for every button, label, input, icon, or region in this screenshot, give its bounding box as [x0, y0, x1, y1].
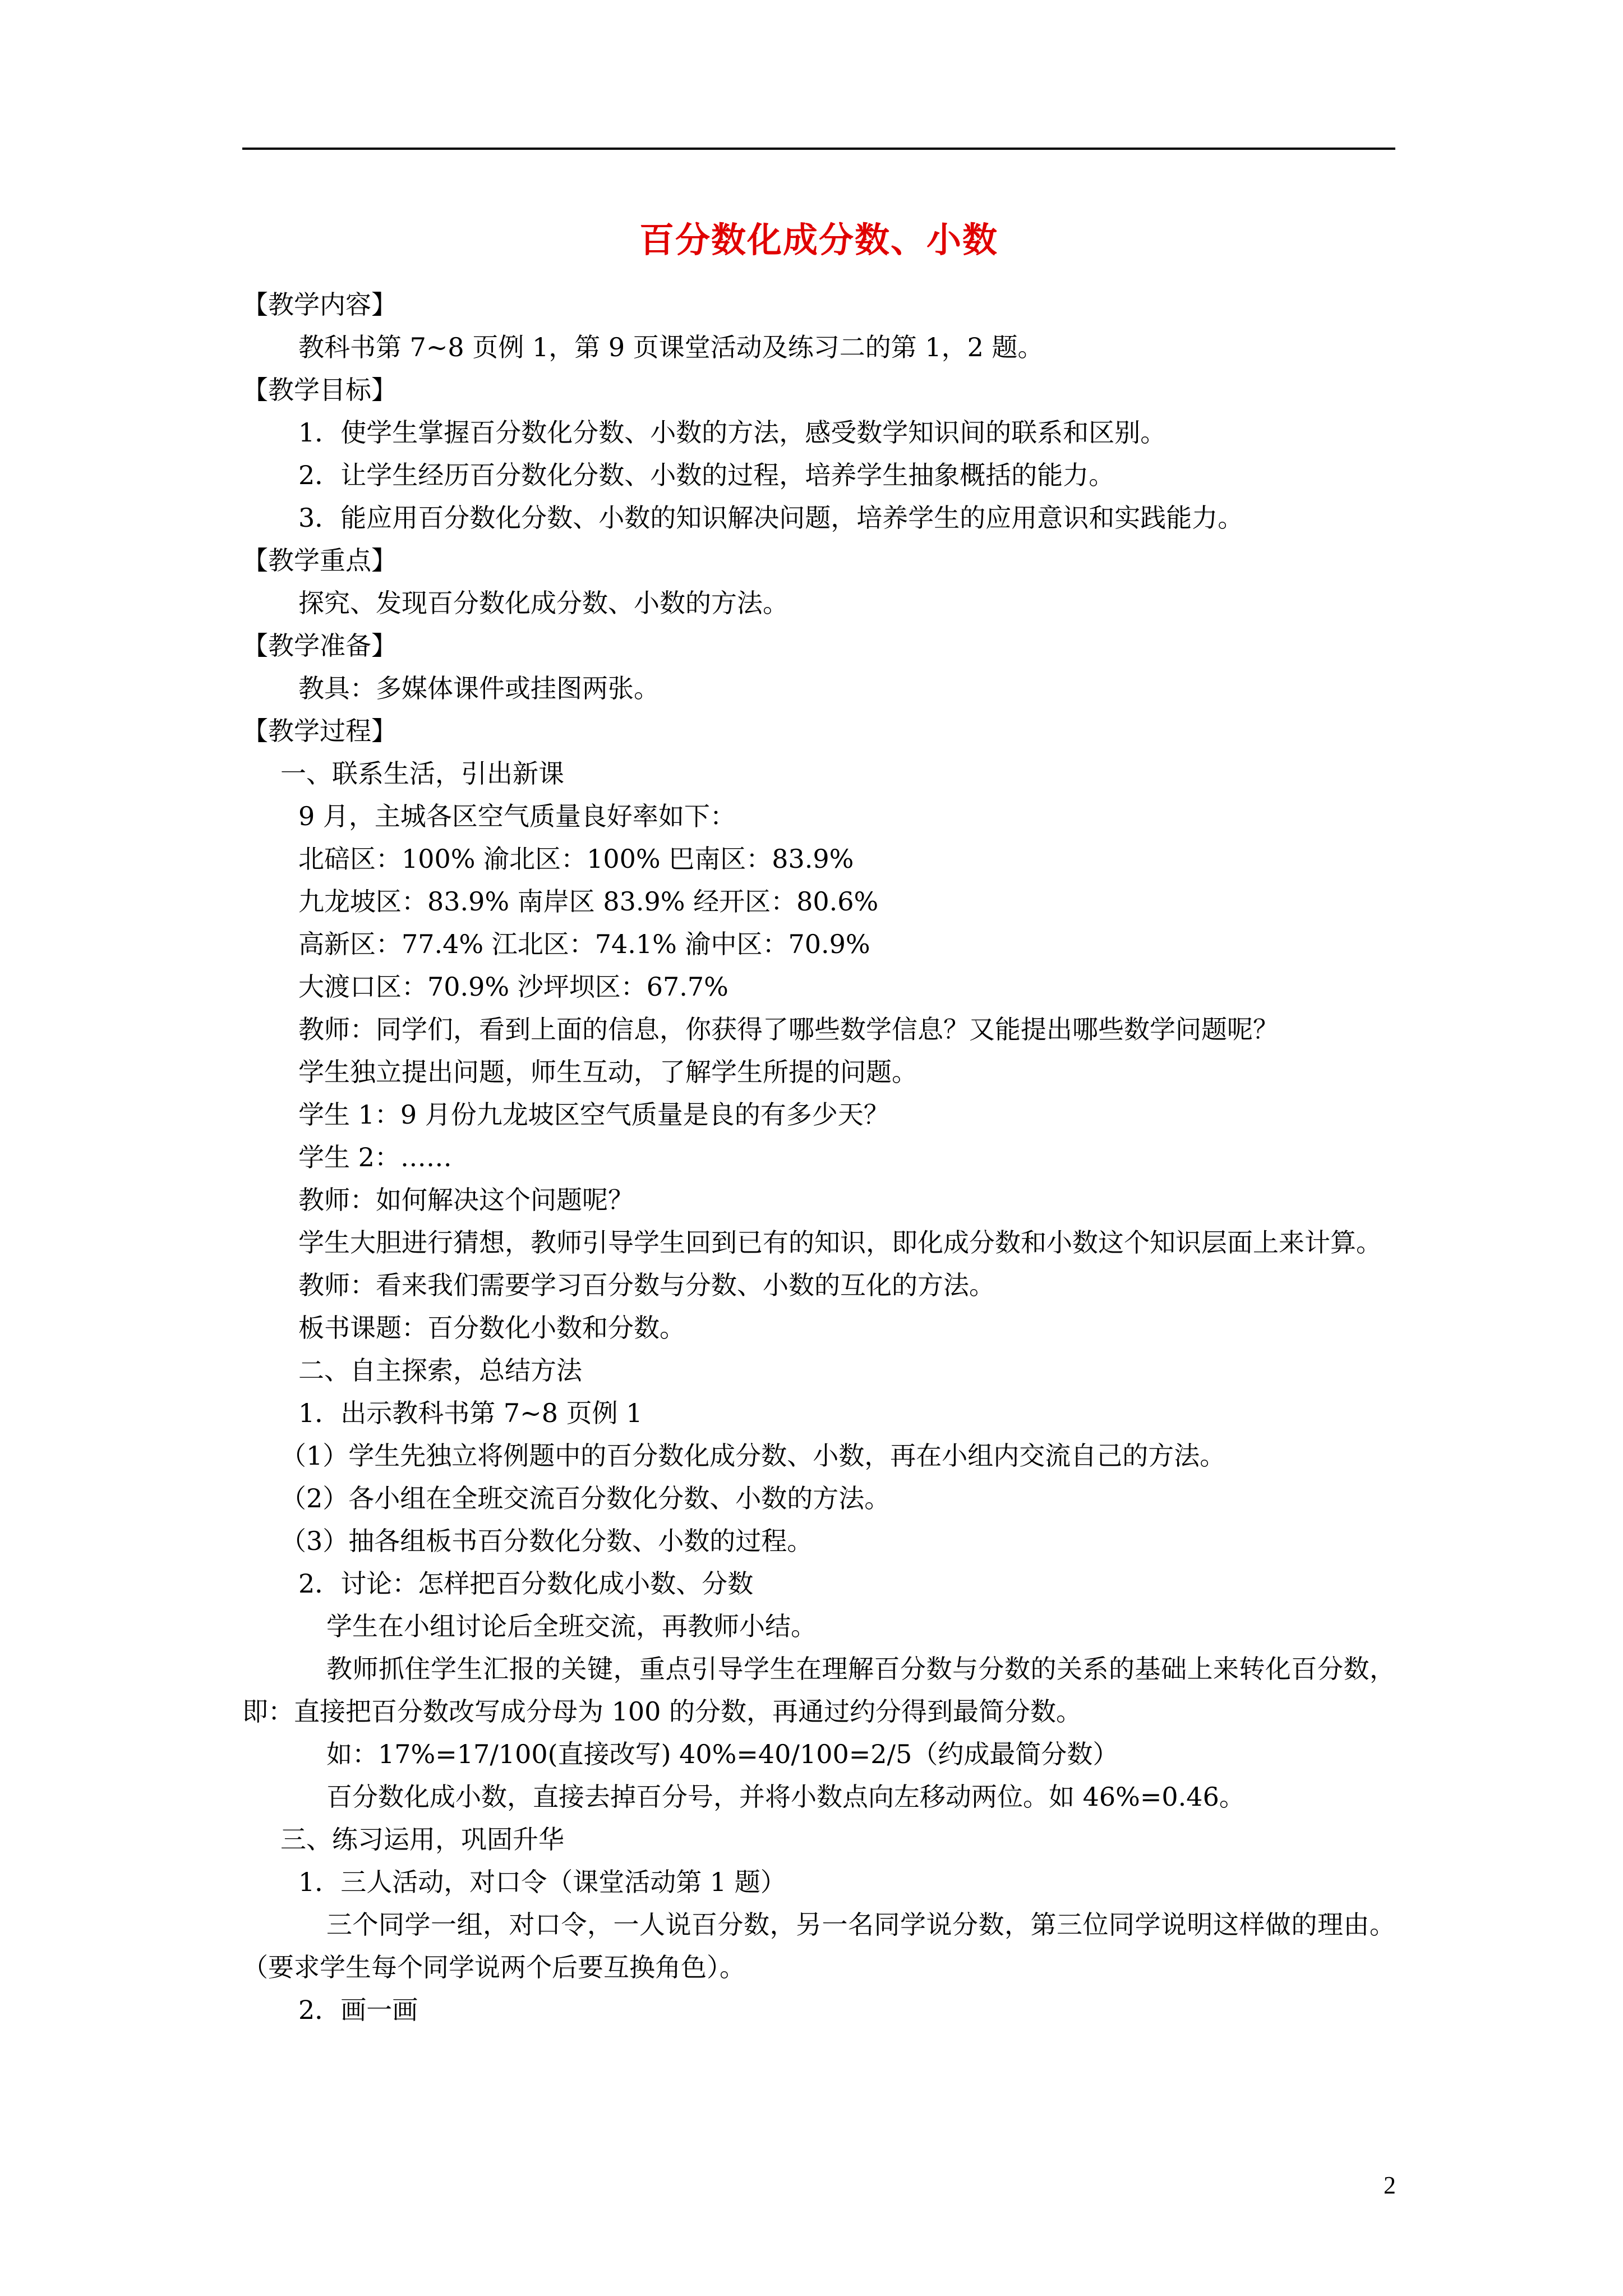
page-title: 百分数化成分数、小数 [639, 219, 998, 260]
step-item: 2．讨论：怎样把百分数化成小数、分数 [298, 1568, 754, 1599]
content-heading: 【教学内容】 [242, 289, 397, 320]
paragraph: 教师抓住学生汇报的关键，重点引导学生在理解百分数与分数的关系的基础上来转化百分数，即：直接把百分数改写成分母为 100 的分数，再通过约分得到最简分数。 [242, 1654, 1395, 1727]
paragraph: 三个同学一组，对口令，一人说百分数，另一名同学说分数，第三位同学说明这样做的理由。（要求学生每个同学说两个后要互换角色）。 [242, 1910, 1395, 1982]
header-rule [242, 148, 1395, 150]
step-item: 1．三人活动，对口令（课堂活动第 1 题） [298, 1867, 786, 1897]
sub-step-item: （3）抽各组板书百分数化分数、小数的过程。 [280, 1526, 813, 1556]
goal-item: 3．能应用百分数化分数、小数的知识解决问题，培养学生的应用意识和实践能力。 [298, 503, 1244, 533]
prep-text: 教具：多媒体课件或挂图两张。 [298, 673, 660, 703]
goal-item: 2．让学生经历百分数化分数、小数的过程，培养学生抽象概括的能力。 [298, 460, 1115, 490]
dialogue-line: 教师：同学们，看到上面的信息，你获得了哪些数学信息？又能提出哪些数学问题呢？ [298, 1014, 1279, 1045]
document-body [242, 283, 1395, 2031]
dialogue-line: 教师：看来我们需要学习百分数与分数、小数的互化的方法。 [298, 1270, 995, 1300]
dialogue-line: 学生独立提出问题，师生互动，了解学生所提的问题。 [298, 1057, 917, 1087]
goals-heading: 【教学目标】 [242, 375, 397, 405]
paragraph: 学生在小组讨论后全班交流，再教师小结。 [326, 1611, 817, 1641]
dialogue-line: 学生 2：…… [298, 1142, 452, 1172]
dialogue-line: 学生 1：9 月份九龙坡区空气质量是良的有多少天？ [298, 1099, 889, 1130]
paragraph: 学生大胆进行猜想，教师引导学生回到已有的知识，即化成分数和小数这个知识层面上来计算。 [298, 1227, 1382, 1258]
focus-heading: 【教学重点】 [242, 545, 397, 576]
air-quality-row: 大渡口区：70.9% 沙坪坝区：67.7% [298, 972, 728, 1002]
sub-step-item: （1）学生先独立将例题中的百分数化成分数、小数，再在小组内交流自己的方法。 [280, 1441, 1226, 1471]
paragraph: 百分数化成小数，直接去掉百分号，并将小数点向左移动两位。如 46%=0.46。 [326, 1782, 1245, 1812]
air-quality-row: 北碚区：100% 渝北区：100% 巴南区：83.9% [298, 844, 854, 874]
part-title: 一、联系生活，引出新课 [280, 758, 564, 789]
process-heading: 【教学过程】 [242, 716, 397, 746]
step-item: 2．画一画 [298, 1995, 418, 2025]
part-title: 三、练习运用，巩固升华 [280, 1824, 564, 1855]
air-quality-row: 九龙坡区：83.9% 南岸区 83.9% 经开区：80.6% [298, 886, 879, 917]
step-item: 1．出示教科书第 7~8 页例 1 [298, 1398, 643, 1428]
part-title: 二、自主探索，总结方法 [298, 1355, 582, 1386]
example-line: 如：17%=17/100(直接改写) 40%=40/100=2/5（约成最简分数） [326, 1739, 1119, 1769]
dialogue-line: 板书课题：百分数化小数和分数。 [298, 1313, 685, 1343]
goal-item: 1．使学生掌握百分数化分数、小数的方法，感受数学知识间的联系和区别。 [298, 417, 1166, 448]
page-number: 2 [1384, 2171, 1396, 2199]
air-quality-row: 高新区：77.4% 江北区：74.1% 渝中区：70.9% [298, 929, 870, 959]
content-text: 教科书第 7~8 页例 1，第 9 页课堂活动及练习二的第 1，2 题。 [298, 332, 1044, 362]
prep-heading: 【教学准备】 [242, 631, 397, 661]
sub-step-item: （2）各小组在全班交流百分数化分数、小数的方法。 [280, 1483, 891, 1513]
focus-text: 探究、发现百分数化成分数、小数的方法。 [298, 588, 789, 618]
air-quality-intro: 9 月，主城各区空气质量良好率如下： [298, 801, 736, 831]
dialogue-line: 教师：如何解决这个问题呢？ [298, 1185, 634, 1215]
